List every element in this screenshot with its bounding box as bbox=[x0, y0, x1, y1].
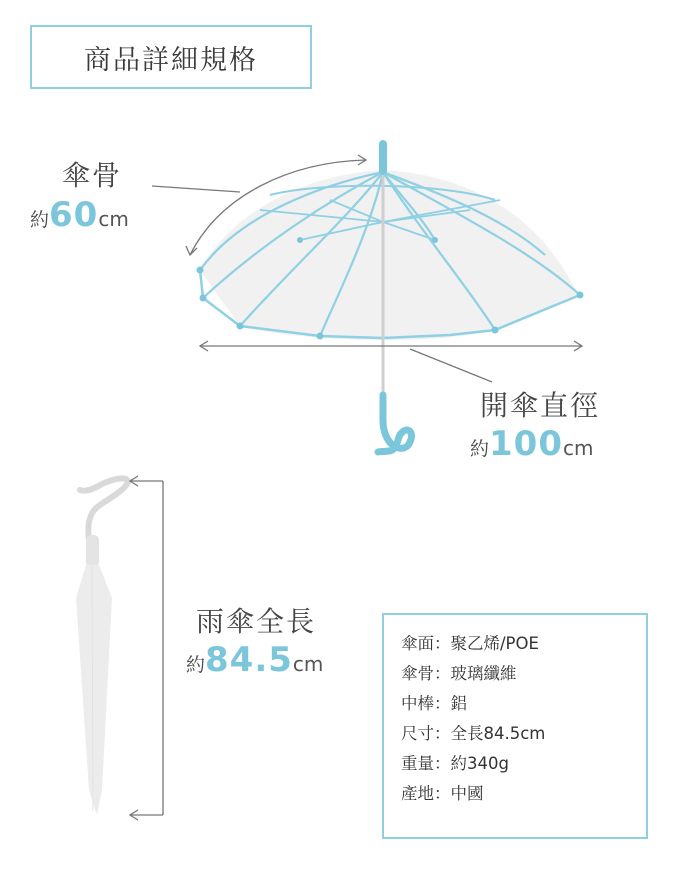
closed-grip bbox=[86, 535, 99, 567]
spec-sep: ： bbox=[434, 664, 451, 683]
spec-row-canopy bbox=[401, 633, 646, 663]
spec-value: 約340g bbox=[450, 754, 509, 773]
spec-key: 尺寸 bbox=[401, 724, 434, 743]
open-diameter-title: 開傘直徑 bbox=[480, 389, 601, 422]
spec-sep: ： bbox=[434, 754, 451, 773]
canopy-fill bbox=[200, 170, 578, 340]
open-diameter-value bbox=[470, 424, 593, 464]
closed-umbrella-icon bbox=[76, 478, 128, 815]
spec-sep: ： bbox=[434, 784, 451, 803]
total-length-label bbox=[196, 600, 316, 640]
diameter-unit: cm bbox=[563, 436, 594, 460]
rib-number: 60 bbox=[49, 195, 99, 235]
spec-key: 傘面 bbox=[401, 634, 434, 653]
page-title-text: 商品詳細規格 bbox=[84, 44, 258, 76]
spec-key: 重量 bbox=[401, 754, 434, 773]
spec-key: 中棒 bbox=[401, 694, 434, 713]
length-bracket bbox=[130, 476, 163, 820]
umbrella-handle bbox=[378, 395, 411, 452]
spec-sep: ： bbox=[434, 724, 451, 743]
spec-row-ribs bbox=[401, 663, 646, 693]
spec-table bbox=[382, 613, 648, 839]
rib-approx: 約 bbox=[30, 209, 50, 231]
length-number: 84.5 bbox=[205, 640, 293, 680]
open-diameter-label bbox=[480, 384, 600, 424]
spec-row-size bbox=[401, 723, 646, 753]
total-length-value bbox=[186, 640, 323, 680]
length-unit: cm bbox=[292, 652, 324, 676]
rib-length-title: 傘骨 bbox=[62, 159, 123, 192]
spec-value: 中國 bbox=[450, 784, 484, 803]
spec-value: 聚乙烯/POE bbox=[450, 634, 539, 653]
spec-sep: ： bbox=[434, 634, 451, 653]
spec-value: 全長84.5cm bbox=[450, 724, 546, 743]
rib-unit: cm bbox=[98, 207, 129, 231]
diameter-number: 100 bbox=[489, 424, 563, 464]
total-length-title: 雨傘全長 bbox=[196, 605, 317, 638]
spec-key: 傘骨 bbox=[401, 664, 434, 683]
rib-length-label bbox=[62, 154, 122, 194]
closed-handle bbox=[80, 478, 128, 545]
spec-value: 玻璃纖維 bbox=[450, 664, 517, 683]
length-approx: 約 bbox=[186, 654, 206, 676]
spec-key: 產地 bbox=[401, 784, 434, 803]
diameter-arrow bbox=[200, 341, 582, 382]
closed-canopy bbox=[76, 565, 112, 815]
umbrella-tip bbox=[379, 140, 387, 175]
spec-sep: ： bbox=[434, 694, 451, 713]
diameter-approx: 約 bbox=[470, 438, 490, 460]
rib-length-value bbox=[30, 195, 129, 235]
spec-row-weight bbox=[401, 753, 646, 783]
spec-row-origin bbox=[401, 783, 646, 813]
spec-row-shaft bbox=[401, 693, 646, 723]
spec-value: 鋁 bbox=[450, 694, 467, 713]
